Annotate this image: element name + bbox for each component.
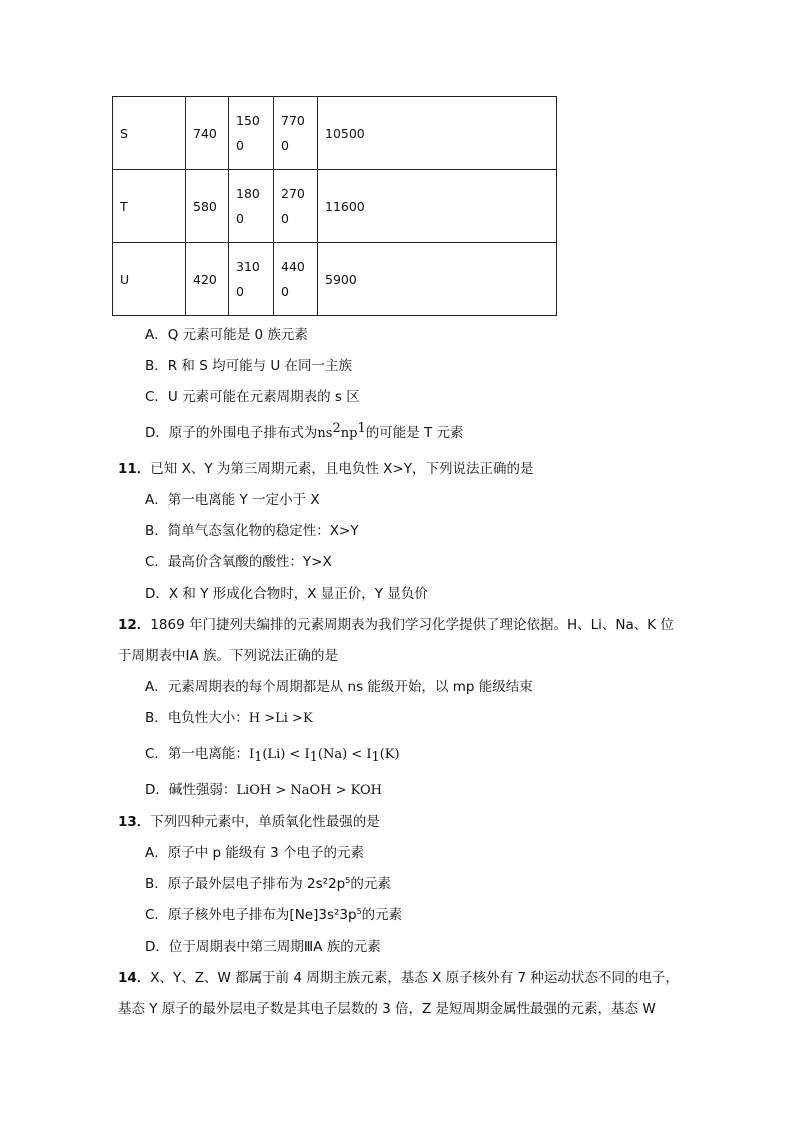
q12-stem-cont: 于周期表中ⅠA 族。下列说法正确的是 [118, 648, 339, 664]
q12-option-d: D．碱性强弱：LiOH > NaOH > KOH [145, 782, 382, 798]
i3-cell: 270 0 [274, 170, 318, 243]
i4-cell: 10500 [318, 97, 557, 170]
i4-cell: 5900 [318, 243, 557, 316]
q12-option-b: B．电负性大小：H >Li >K [145, 710, 313, 726]
q11-option-d: D．X 和 Y 形成化合物时，X 显正价，Y 显负价 [145, 586, 428, 602]
element-cell: S [113, 97, 186, 170]
table-row [113, 170, 557, 243]
ionization-energy-table [112, 96, 557, 316]
i4-cell: 11600 [318, 170, 557, 243]
q10-option-d: D．原子的外围电子排布式为$ns^2np^1$的可能是 T 元素 [145, 421, 464, 441]
i3-cell: 440 0 [274, 243, 318, 316]
i2-cell: 150 0 [229, 97, 274, 170]
i1-cell: 420 [186, 243, 229, 316]
q12-option-a: A．元素周期表的每个周期都是从 ns 能级开始，以 mp 能级结束 [145, 679, 533, 695]
q13-option-a: A．原子中 p 能级有 3 个电子的元素 [145, 845, 365, 861]
q10-option-c: C．U 元素可能在元素周期表的 s 区 [145, 389, 360, 405]
element-cell: U [113, 243, 186, 316]
q14-stem: 14．X、Y、Z、W 都属于前 4 周期主族元素，基态 X 原子核外有 7 种运动状态不同的电子， [118, 970, 679, 986]
q13-option-b: B．原子最外层电子排布为 $2s^22p^5$的元素 [145, 876, 391, 892]
q11-stem: 11．已知 X、Y 为第三周期元素，且电负性 X>Y，下列说法正确的是 [118, 461, 534, 477]
q12-option-c: C．第一电离能：$I_1(Li) < I_1(Na) < I_1(K)$ [145, 746, 400, 765]
table-row [113, 243, 557, 316]
q11-option-a: A．第一电离能 Y 一定小于 X [145, 492, 320, 508]
i1-cell: 740 [186, 97, 229, 170]
element-cell: T [113, 170, 186, 243]
i3-cell: 770 0 [274, 97, 318, 170]
i2-cell: 180 0 [229, 170, 274, 243]
i1-cell: 580 [186, 170, 229, 243]
q13-option-c: C．原子核外电子排布为$[Ne]3s^23p^5$的元素 [145, 907, 403, 923]
i2-cell: 310 0 [229, 243, 274, 316]
q11-option-b: B．简单气态氢化物的稳定性：X>Y [145, 523, 359, 539]
q14-stem-cont: 基态 Y 原子的最外层电子数是其电子层数的 3 倍，Z 是短周期金属性最强的元素，基态 W [118, 1001, 656, 1017]
q13-stem: 13．下列四种元素中，单质氧化性最强的是 [118, 814, 380, 830]
q12-stem: 12．1869 年门捷列夫编排的元素周期表为我们学习化学提供了理论依据。H、Li、Na、K 位 [118, 617, 674, 633]
q10-option-b: B．R 和 S 均可能与 U 在同一主族 [145, 358, 353, 374]
table-row [113, 97, 557, 170]
q10-option-a: A．Q 元素可能是 0 族元素 [145, 327, 308, 343]
q11-option-c: C．最高价含氧酸的酸性：Y>X [145, 554, 332, 570]
q13-option-d: D．位于周期表中第三周期ⅢA 族的元素 [145, 939, 381, 955]
